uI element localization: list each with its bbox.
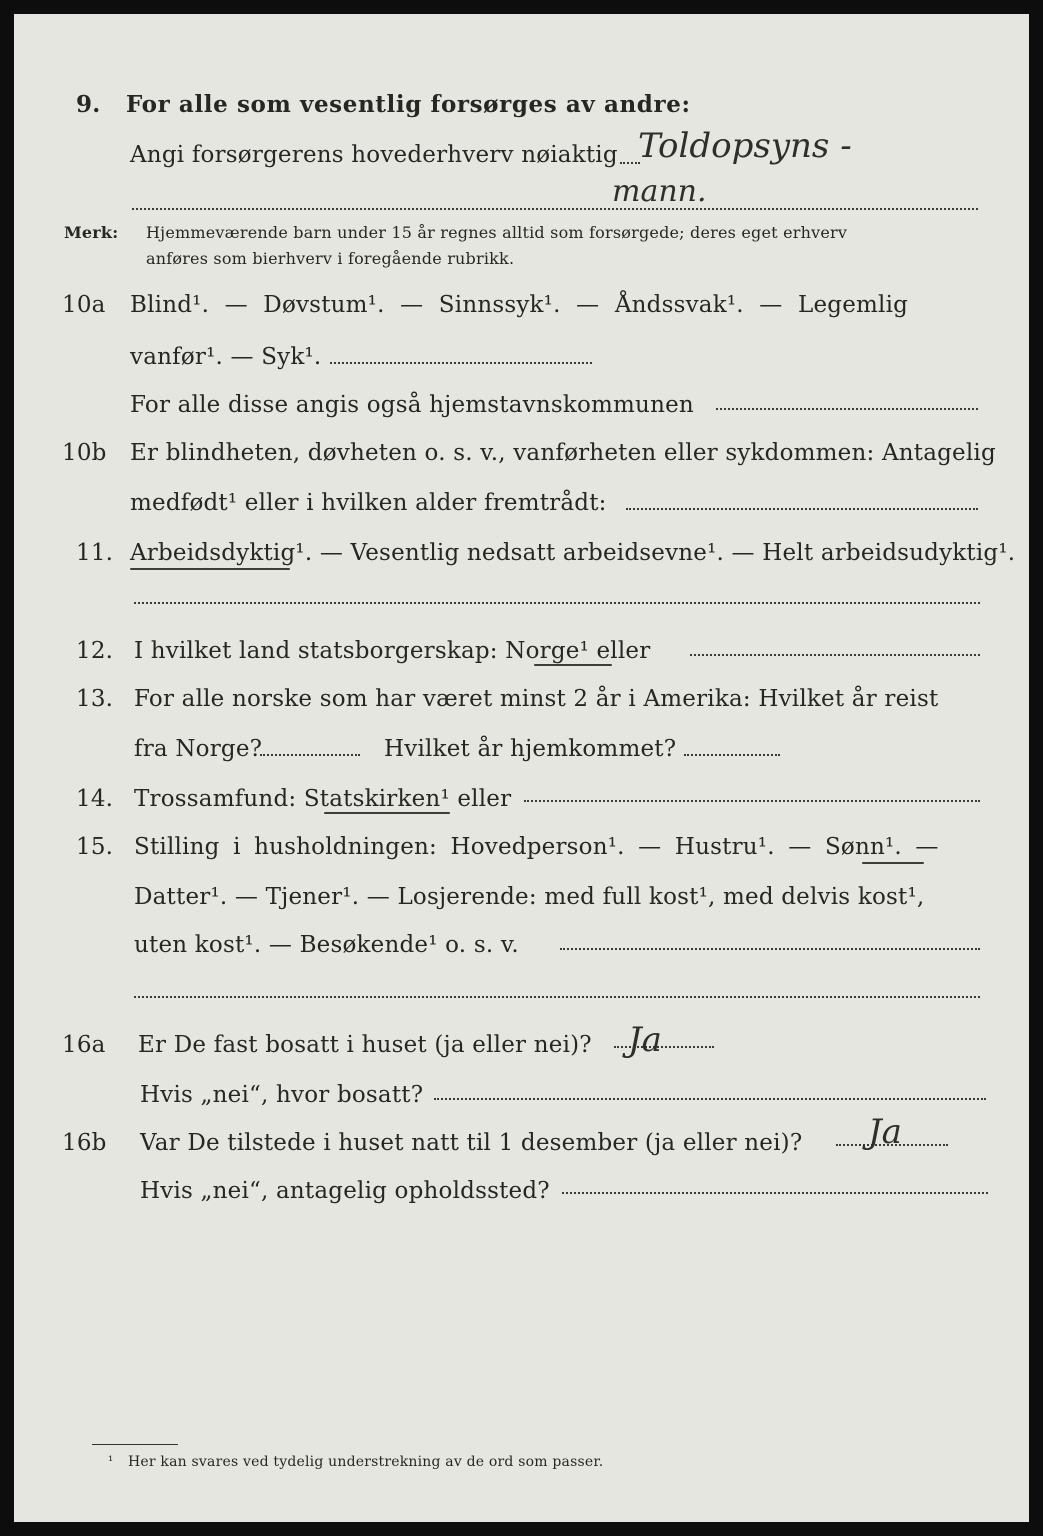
- q9-fill-line: [620, 162, 640, 164]
- q15-line3: uten kost¹. — Besøkende¹ o. s. v.: [134, 932, 519, 958]
- q9-line1: For alle som vesentlig forsørges av andre:: [126, 91, 691, 118]
- q16b-handwritten-answer: Ja: [868, 1112, 902, 1152]
- q10b-line1: Er blindheten, døvheten o. s. v., vanførheten eller sykdommen: Antagelig: [130, 440, 996, 466]
- q16a-handwritten-answer: Ja: [628, 1020, 662, 1060]
- q15-number: 15.: [76, 834, 114, 860]
- footnote-mark: ¹: [108, 1454, 114, 1469]
- q11-fill-line: [134, 602, 980, 604]
- q16a-fill-line-2: [434, 1098, 986, 1100]
- q10a-fill-line: [330, 362, 592, 364]
- q13-fill-line-2: [684, 754, 780, 756]
- q16a-line1: Er De fast bosatt i huset (ja eller nei)?: [138, 1032, 592, 1058]
- q12-line1: I hvilket land statsborgerskap: Norge¹ eller: [134, 638, 651, 664]
- merk-label: Merk:: [64, 223, 119, 242]
- q10a-line2: vanfør¹. — Syk¹.: [130, 344, 322, 370]
- q15-line2: Datter¹. — Tjener¹. — Losjerende: med full kost¹, med delvis kost¹,: [134, 884, 925, 910]
- q16a-number: 16a: [62, 1032, 106, 1058]
- merk-line1: Hjemmeværende barn under 15 år regnes alltid som forsørgede; deres eget erhverv: [146, 223, 848, 242]
- q16a-line2: Hvis „nei“, hvor bosatt?: [140, 1082, 424, 1108]
- q9-handwritten-answer-1: Toldopsyns -: [638, 126, 852, 166]
- q13-fill-line-1: [260, 754, 360, 756]
- q10b-fill-line: [626, 508, 978, 510]
- q13-number: 13.: [76, 686, 114, 712]
- q10a-number: 10a: [62, 292, 106, 318]
- footnote-rule: [92, 1444, 178, 1445]
- q10b-number: 10b: [62, 440, 107, 466]
- q10a-line3: For alle disse angis også hjemstavnskommunen: [130, 392, 694, 418]
- merk-line2: anføres som bierhverv i foregående rubrikk.: [146, 249, 515, 268]
- q15-fill-line-2: [134, 996, 980, 998]
- q10a-line1: Blind¹. — Døvstum¹. — Sinnssyk¹. — Åndssvak¹. — Legemlig: [130, 292, 909, 318]
- q12-fill-line: [690, 654, 980, 656]
- q13-line2b: Hvilket år hjemkommet?: [384, 736, 677, 762]
- q9-handwritten-answer-2: mann.: [612, 174, 707, 209]
- footnote-text: Her kan svares ved tydelig understrekning av de ord som passer.: [128, 1454, 604, 1470]
- q11-underline-arbeidsdyktig: [130, 568, 290, 570]
- q12-number: 12.: [76, 638, 114, 664]
- q16b-number: 16b: [62, 1130, 107, 1156]
- q14-number: 14.: [76, 786, 114, 812]
- q16b-line1: Var De tilstede i huset natt til 1 desember (ja eller nei)?: [140, 1130, 803, 1156]
- q16b-line2: Hvis „nei“, antagelig opholdssted?: [140, 1178, 550, 1204]
- q9-number: 9.: [76, 91, 101, 118]
- q14-underline-statskirken: [324, 812, 450, 814]
- q9-fill-line-2: [132, 208, 978, 210]
- q13-line1: For alle norske som har været minst 2 år i Amerika: Hvilket år reist: [134, 686, 939, 712]
- q15-underline-sonn: [862, 862, 924, 864]
- q11-line1: Arbeidsdyktig¹. — Vesentlig nedsatt arbeidsevne¹. — Helt arbeidsudyktig¹.: [130, 540, 1016, 566]
- q9-line2: Angi forsørgerens hovederhverv nøiaktig: [130, 142, 618, 168]
- q12-underline-norge: [534, 664, 612, 666]
- q11-number: 11.: [76, 540, 114, 566]
- q14-fill-line: [524, 800, 980, 802]
- q16b-fill-line-2: [562, 1192, 988, 1194]
- q14-line1: Trossamfund: Statskirken¹ eller: [134, 786, 512, 812]
- q15-fill-line: [560, 948, 980, 950]
- q10a-fill-line-2: [716, 408, 978, 410]
- q10b-line2: medfødt¹ eller i hvilken alder fremtrådt:: [130, 490, 607, 516]
- q13-line2a: fra Norge?: [134, 736, 263, 762]
- q15-line1: Stilling i husholdningen: Hovedperson¹. — Hustru¹. — Sønn¹. —: [134, 834, 939, 860]
